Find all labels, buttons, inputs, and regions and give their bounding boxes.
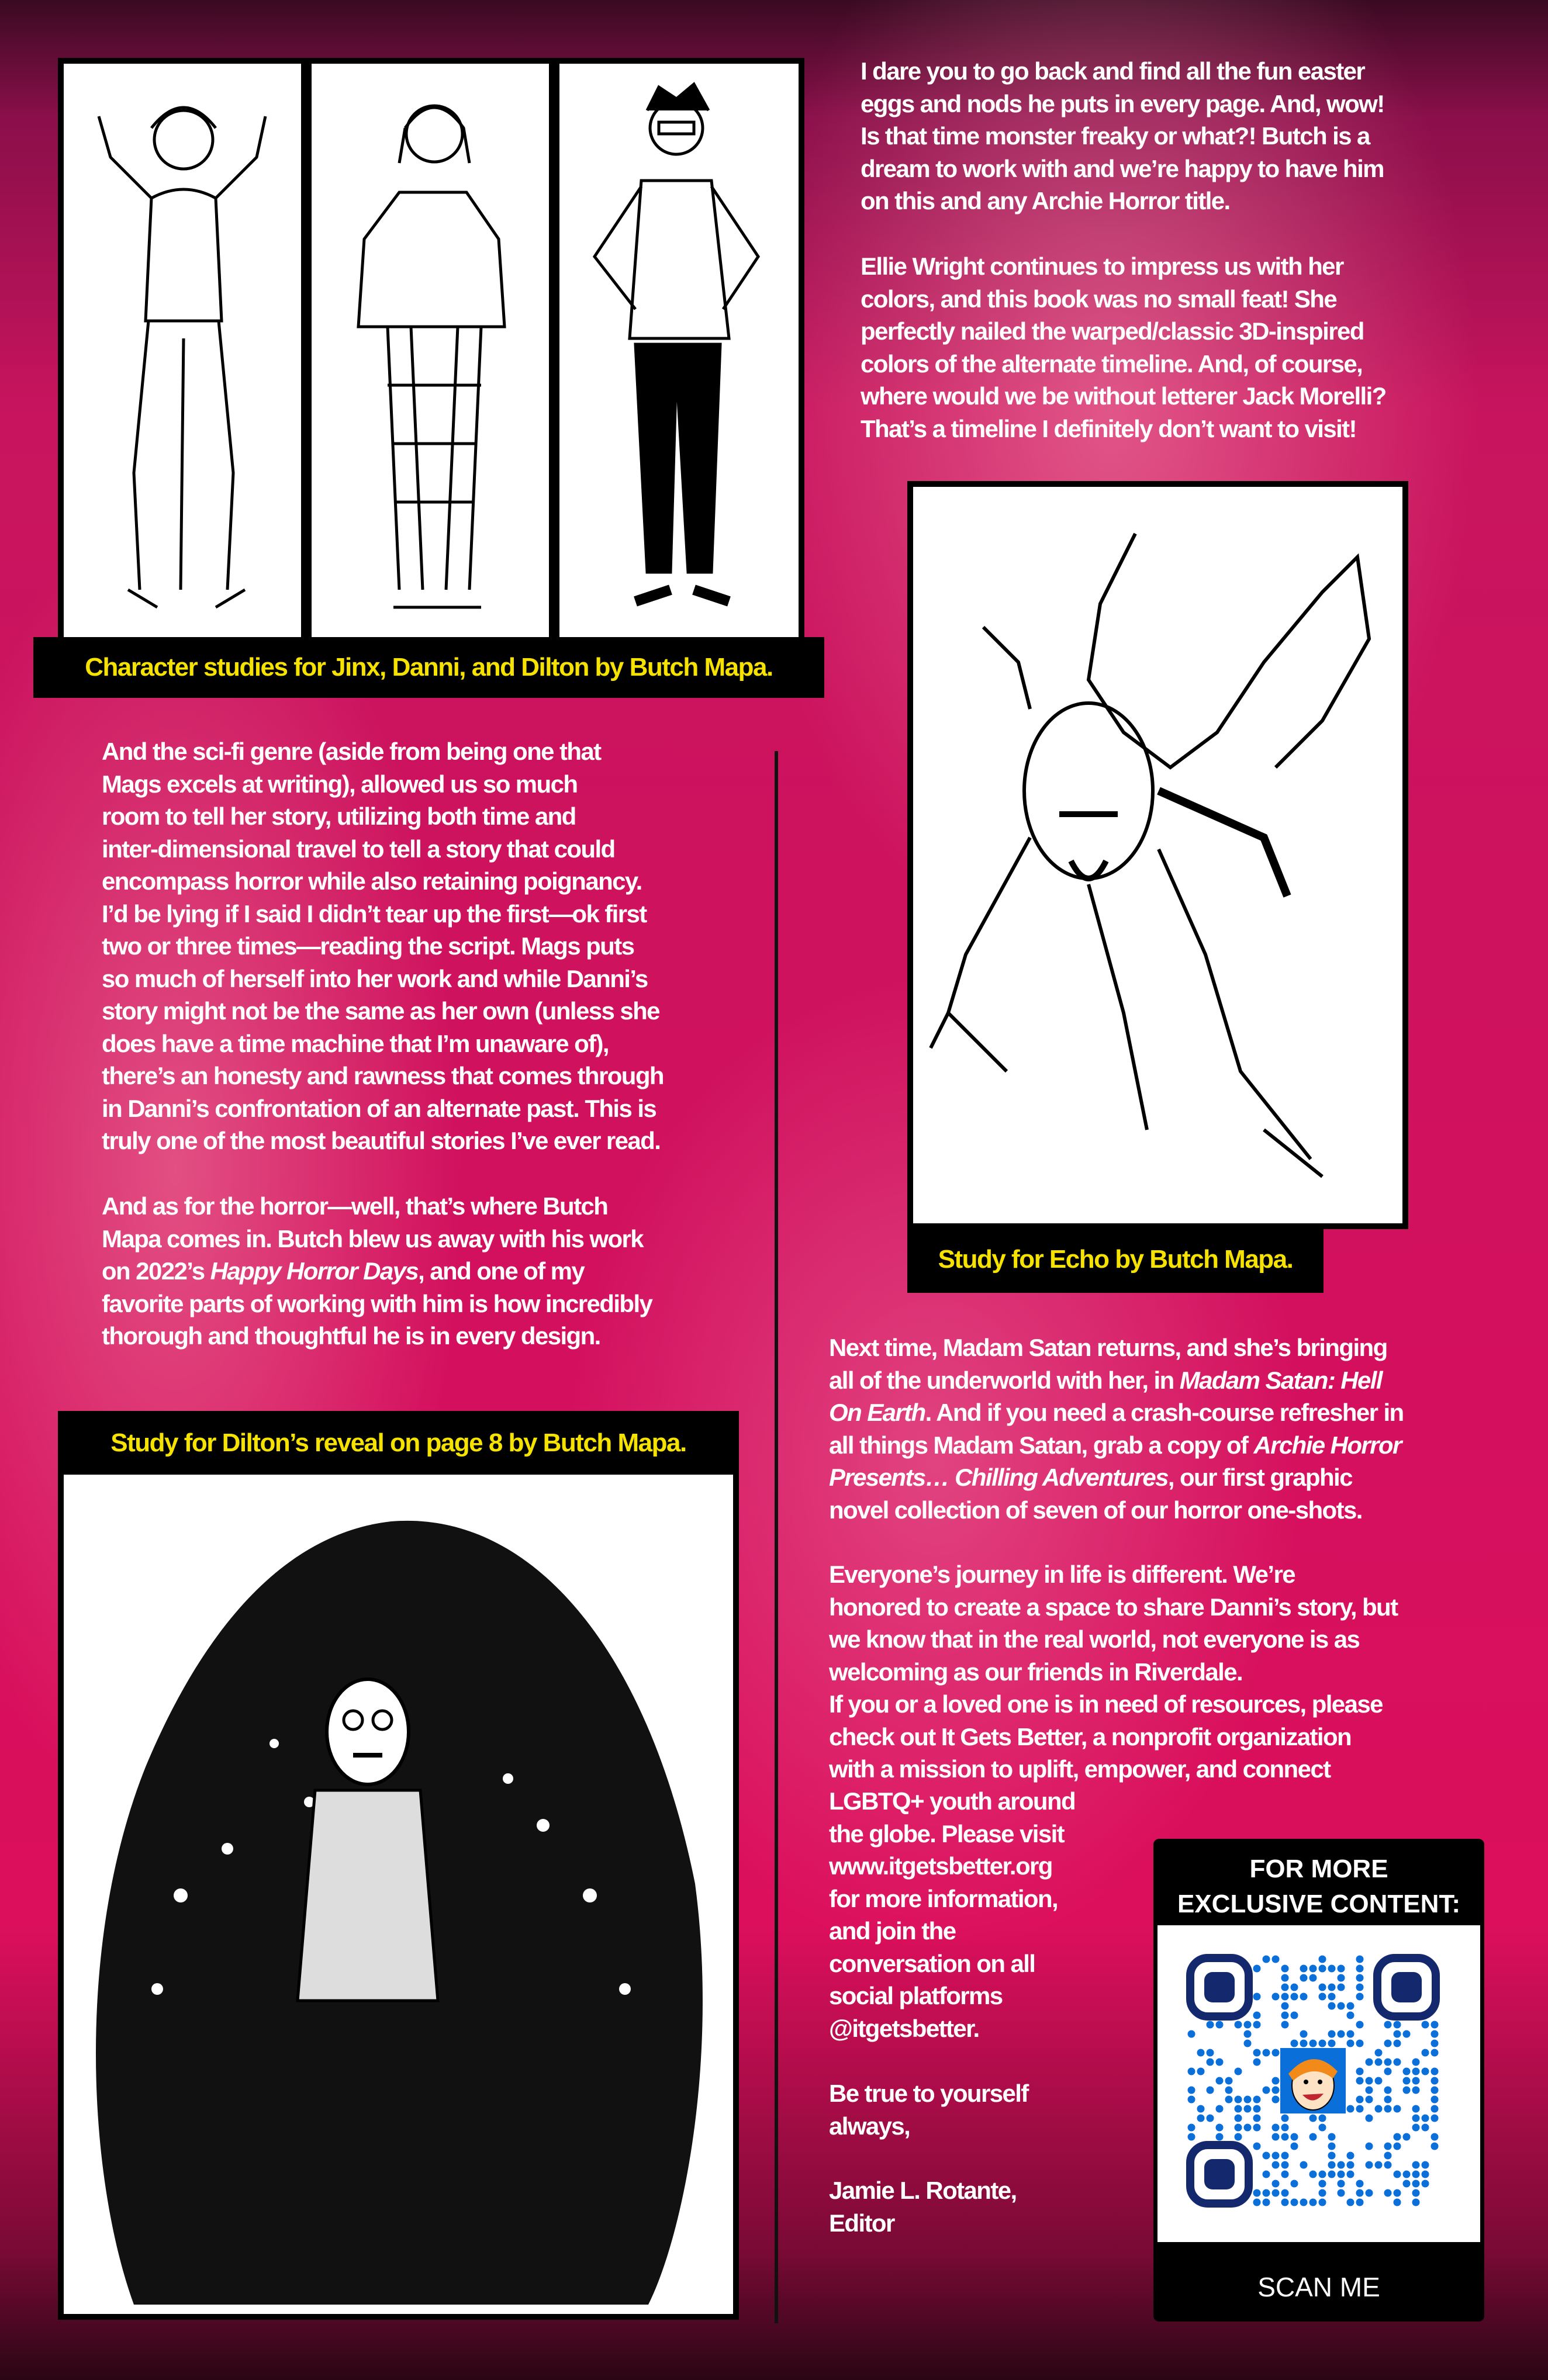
archie-face-icon [1280,2048,1346,2113]
qr-dot [1412,2199,1420,2206]
qr-dot [1394,2189,1401,2197]
qr-dot [1225,2087,1233,2094]
qr-dot [1319,2189,1326,2197]
closing-line: Be true to yourself always, [829,2080,1028,2140]
qr-dot [1235,2124,1242,2132]
qr-dot [1384,2105,1392,2113]
qr-dot [1272,2180,1280,2188]
qr-dot [1384,2021,1392,2029]
qr-dot [1319,2040,1326,2047]
qr-dot [1384,2161,1392,2169]
qr-dot [1412,2180,1420,2188]
qr-dot [1291,2133,1298,2141]
dilton-sketch [559,64,799,639]
qr-dot [1328,1965,1336,1973]
qr-dot [1244,2105,1252,2113]
qr-dot [1375,2059,1383,2066]
qr-dot [1197,2068,1205,2075]
qr-dot [1319,2171,1326,2178]
book-title-madam-satan: Madam Satan: Hell On Earth [829,1366,1382,1426]
qr-dot [1384,2152,1392,2160]
qr-dot [1338,2180,1345,2188]
qr-dot [1281,2012,1289,2019]
qr-dot [1281,2115,1289,2122]
qr-dot [1403,2133,1411,2141]
qr-dot [1431,2030,1439,2038]
qr-dot [1328,2030,1336,2038]
qr-dot [1244,2096,1252,2104]
qr-dot [1272,2124,1280,2132]
qr-dot [1253,2143,1261,2150]
qr-dot [1300,1993,1308,2001]
qr-dot [1272,2161,1280,2169]
qr-dot [1394,2030,1401,2038]
qr-dot [1291,1984,1298,1991]
qr-dot [1384,2189,1392,2197]
qr-dot [1207,2021,1214,2029]
qr-dot [1272,2077,1280,2085]
qr-dot [1422,2124,1429,2132]
scan-me-label: SCAN ME [1257,2272,1380,2302]
book-title-archie-horror-presents: Archie Horror Presents… Chilling Adventures [829,1431,1401,1491]
qr-dot [1328,1993,1336,2001]
qr-dot [1309,2115,1317,2122]
qr-dot [1384,2068,1392,2075]
qr-dot [1347,2152,1354,2160]
qr-dot [1197,2049,1205,2057]
qr-dot [1216,2021,1224,2029]
qr-dot [1422,2161,1429,2169]
qr-dot [1309,2199,1317,2206]
qr-dot [1188,2030,1195,2038]
qr-dot [1319,1956,1326,1963]
qr-dot [1207,2059,1214,2066]
qr-dot [1356,2189,1364,2197]
qr-dot [1235,2096,1242,2104]
qr-dot [1403,2030,1411,2038]
qr-dot [1253,2199,1261,2206]
qr-dot [1291,2040,1298,2047]
qr-dot [1216,2105,1224,2113]
qr-dot [1431,2133,1439,2141]
qr-dot [1366,2096,1373,2104]
qr-dot [1394,2133,1401,2141]
qr-dot [1356,2105,1364,2113]
qr-dot [1263,2171,1270,2178]
qr-dot [1375,2077,1383,2085]
qr-dot [1366,2077,1373,2085]
qr-dot [1394,2171,1401,2178]
qr-dot [1328,2161,1336,2169]
qr-dot [1300,2161,1308,2169]
qr-dot [1338,2189,1345,2197]
paragraph-ellie-wright: Ellie Wright continues to impress us with her colors, and this book was no small feat! She perfectly nailed the warped/classic 3D-inspired colors of the alternate timeline. And, of course, where would we be without letterer Jack Morelli? That’s a timeline I definitely don’t want to visit! [861,252,1386,442]
qr-dot [1235,2068,1242,2075]
dilton-reveal-panel [58,1475,739,2320]
qr-dot [1431,2096,1439,2104]
qr-dot [1281,2124,1289,2132]
paragraph-everyones-journey: Everyone’s journey in life is different. We’re honored to create a space to share Danni’s story, but we know that in the real world, not everyone is as welcoming as our friends in Riverdale. If you or a loved one is in need of resources, please check out It Gets Better, a nonprofit organization with a mission to uplift, empower, and connect [829,1561,1398,1783]
qr-dot [1375,2049,1383,2057]
qr-dot [1291,2012,1298,2019]
qr-dot [1281,2152,1289,2160]
echo-sketch [913,487,1402,1223]
qr-dot [1422,2068,1429,2075]
qr-dot [1412,2189,1420,2197]
qr-dot [1253,2115,1261,2122]
qr-dot [1253,2096,1261,2104]
qr-dot [1319,1984,1326,1991]
qr-dot [1272,1956,1280,1963]
qr-dot [1272,2152,1280,2160]
qr-dot [1422,2180,1429,2188]
qr-dot [1253,2012,1261,2019]
qr-dot [1328,2002,1336,2010]
qr-dot [1366,2161,1373,2169]
qr-dot [1319,1993,1326,2001]
character-studies-panel [58,58,804,639]
qr-dot [1394,2199,1401,2206]
qr-dot [1412,2077,1420,2085]
qr-code-box [1153,1839,1484,2322]
qr-dot [1338,2161,1345,2169]
qr-dot [1188,2096,1195,2104]
qr-dot [1244,2040,1252,2047]
qr-dot [1338,1974,1345,1982]
qr-dot [1272,2087,1280,2094]
qr-eye-icon [1190,2145,1249,2203]
qr-dot [1272,1993,1280,2001]
qr-dot [1197,2115,1205,2122]
qr-dot [1366,2087,1373,2094]
qr-dot [1356,2199,1364,2206]
qr-dot [1356,1974,1364,1982]
echo-study-panel [907,481,1408,1229]
qr-dot [1281,2171,1289,2178]
qr-dot [1319,2180,1326,2188]
qr-dot [1328,2152,1336,2160]
qr-dot [1197,2105,1205,2113]
qr-dot [1431,2021,1439,2029]
qr-dot [1394,2059,1401,2066]
qr-dot [1216,2124,1224,2132]
qr-dot [1356,2040,1364,2047]
qr-dot [1356,1965,1364,1973]
qr-dot [1431,2040,1439,2047]
qr-dot [1272,2133,1280,2141]
qr-dot [1431,2049,1439,2057]
qr-dot [1412,2171,1420,2178]
qr-dot [1394,2021,1401,2029]
jinx-sketch [64,64,301,639]
qr-dot [1356,2068,1364,2075]
qr-dot [1291,1993,1298,2001]
qr-dot [1403,2068,1411,2075]
qr-dot [1338,2171,1345,2178]
qr-dot [1412,2059,1420,2066]
book-title-happy-horror-days: Happy Horror Days [210,1257,419,1285]
paragraph-next-time [829,1331,1404,1526]
qr-heading: FOR MORE EXCLUSIVE CONTENT: [1177,1855,1461,1918]
qr-dot [1384,2059,1392,2066]
qr-dot [1403,2077,1411,2085]
qr-dot [1338,1984,1345,1991]
qr-dot [1263,1956,1270,1963]
qr-dot [1207,2049,1214,2057]
qr-dot [1281,2161,1289,2169]
qr-dot [1431,2068,1439,2075]
qr-dot [1216,2133,1224,2141]
qr-dot [1188,2133,1195,2141]
qr-dot [1235,2115,1242,2122]
qr-dot [1347,2040,1354,2047]
qr-dot [1338,1965,1345,1973]
qr-dot [1225,2077,1233,2085]
qr-dot [1253,1965,1261,1973]
qr-dot [1207,2087,1214,2094]
qr-dot [1338,2030,1345,2038]
qr-dot [1328,1984,1336,1991]
qr-dot [1394,2143,1401,2150]
qr-dot [1431,2105,1439,2113]
qr-dot [1263,2049,1270,2057]
character-studies-caption: Character studies for Jinx, Danni, and Dilton by Butch Mapa. [33,637,824,698]
qr-dot [1281,1974,1289,1982]
qr-eye-icon [1377,1958,1436,2016]
qr-dot [1328,2171,1336,2178]
qr-dot [1272,2096,1280,2104]
qr-dot [1356,2180,1364,2188]
column-divider [775,751,778,2323]
qr-dot [1347,2030,1354,2038]
qr-dot [1263,2189,1270,2197]
qr-dot [1244,2021,1252,2029]
dilton-reveal-sketch [64,1475,733,2314]
qr-dot [1384,2143,1392,2150]
qr-dot [1309,1974,1317,1982]
qr-dot [1281,1984,1289,1991]
qr-dot [1235,2105,1242,2113]
qr-dot [1412,2087,1420,2094]
qr-dot [1291,2180,1298,2188]
qr-dot [1384,2096,1392,2104]
qr-dot [1394,2105,1401,2113]
text-segment: , our first graphic novel collection of seven of our horror one-shots. [829,1464,1362,1524]
qr-dot [1319,2115,1326,2122]
qr-dot [1347,2171,1354,2178]
qr-dot [1281,1965,1289,1973]
qr-dot [1309,2171,1317,2178]
qr-eye-icon [1190,1958,1249,2016]
qr-dot [1347,2105,1354,2113]
signature: Jamie L. Rotante, Editor [829,2177,1017,2237]
qr-dot [1253,2059,1261,2066]
qr-dot [1412,2161,1420,2169]
qr-dot [1412,2115,1420,2122]
qr-dot [1281,2133,1289,2141]
qr-dot [1253,2124,1261,2132]
qr-dot [1319,2199,1326,2206]
qr-dot [1225,2096,1233,2104]
qr-code[interactable] [1157,1925,1480,2242]
qr-dot [1309,1965,1317,1973]
qr-dot [1347,2002,1354,2010]
qr-dot [1253,2049,1261,2057]
qr-dot [1347,2161,1354,2169]
qr-dot [1281,2002,1289,2010]
qr-dot [1412,2105,1420,2113]
qr-dot [1403,2171,1411,2178]
qr-dot [1366,2189,1373,2197]
qr-dot [1300,2030,1308,2038]
qr-dot [1366,2115,1373,2122]
qr-dot [1403,2180,1411,2188]
dilton-reveal-caption: Study for Dilton’s reveal on page 8 by Butch Mapa. [58,1411,739,1475]
qr-dot [1253,1993,1261,2001]
qr-dot [1356,1956,1364,1963]
qr-dot [1291,2199,1298,2206]
qr-dot [1216,2077,1224,2085]
qr-dot [1356,2021,1364,2029]
qr-dot [1431,2087,1439,2094]
qr-dot [1431,2143,1439,2150]
qr-dot [1188,2124,1195,2132]
qr-dot [1300,1965,1308,1973]
qr-dot [1422,2021,1429,2029]
qr-dot [1300,1974,1308,1982]
qr-dot [1356,1993,1364,2001]
qr-dot [1281,2199,1289,2206]
qr-dot [1356,2077,1364,2085]
paragraph-horror-butch [102,1190,652,1352]
qr-dot [1300,2199,1308,2206]
qr-dot [1281,2189,1289,2197]
text-segment: . And if you need a crash-course refresher in all things Madam Satan, grab a copy of [829,1399,1404,1459]
qr-dot [1422,2115,1429,2122]
qr-dot [1403,2087,1411,2094]
text-segment: And as for the horror—well, that’s where Butch Mapa comes in. Butch blew us away with his work on 2022’s [102,1192,644,1285]
qr-dot [1188,2068,1195,2075]
qr-dot [1253,2021,1261,2029]
qr-dot [1356,2096,1364,2104]
paragraph-sci-fi-genre: And the sci-fi genre (aside from being one that Mags excels at writing), allowed us so much room to tell her story, utilizing both time and inter-dimensional travel to tell a story that could encompass horror while also retaining poignancy. I’d be lying if I said I didn’t tear up the first—ok first two or three times—reading the script. Mags puts so much of herself into her work and while Danni’s story might not be the same as her own (unless she does have a time machine that I’m unaware of), there’s an honesty and rawness that comes through in Danni’s confrontation of an alternate past. This is truly one of the most beautiful stories I’ve ever read. [102,738,664,1154]
qr-dot [1272,2189,1280,2197]
qr-dot [1272,2049,1280,2057]
qr-dot [1347,2012,1354,2019]
qr-dot [1422,2171,1429,2178]
qr-dot [1328,2143,1336,2150]
qr-dot [1263,2199,1270,2206]
text-segment: , and one of my favorite parts of working with him is how incredibly thorough and thoughtful he is in every design. [102,1257,652,1350]
qr-dot [1347,2199,1354,2206]
qr-dot [1412,2124,1420,2132]
qr-dot [1207,2115,1214,2122]
qr-dot [1319,2124,1326,2132]
qr-dot [1188,2087,1195,2094]
qr-dot [1366,2143,1373,2150]
qr-dot [1375,2105,1383,2113]
qr-dot [1291,2143,1298,2150]
qr-dot [1375,2161,1383,2169]
qr-dot [1300,2040,1308,2047]
qr-dot [1253,2105,1261,2113]
qr-dot [1263,2152,1270,2160]
qr-dot [1244,2030,1252,2038]
echo-study-caption: Study for Echo by Butch Mapa. [907,1226,1324,1293]
qr-dot [1384,2040,1392,2047]
qr-dot [1309,2040,1317,2047]
qr-dot [1263,2087,1270,2094]
qr-dot [1309,2133,1317,2141]
qr-dot [1216,2059,1224,2066]
paragraph-easter-eggs: I dare you to go back and find all the fun easter eggs and nods he puts in every page. And, wow! Is that time monster freaky or what?! Butch is a dream to work with and we’re happy to have him on this and any Archie Horror title. [861,57,1384,215]
qr-dot [1328,2040,1336,2047]
qr-dot [1394,2040,1401,2047]
qr-dot [1366,2059,1373,2066]
qr-dot [1356,1984,1364,1991]
qr-dot [1281,1993,1289,2001]
paragraph-lgbtq-youth: LGBTQ+ youth around the globe. Please visit www.itgetsbetter.org for more information, and join the conversation on all social platforms @itgetsbetter. [829,1787,1076,2042]
qr-dot [1431,2077,1439,2085]
qr-dot [1235,2021,1242,2029]
qr-dot [1422,2049,1429,2057]
qr-dot [1244,2124,1252,2132]
qr-dot [1338,2002,1345,2010]
danni-sketch [312,64,549,639]
qr-dot [1319,1965,1326,1973]
qr-dot [1431,2115,1439,2122]
qr-dot [1412,2068,1420,2075]
qr-dot [1328,2133,1336,2141]
text-segment: Next time, Madam Satan returns, and she’s bringing all of the underworld with her, in [829,1334,1387,1394]
qr-dot [1253,2189,1261,2197]
qr-dot [1281,2021,1289,2029]
qr-dot [1384,2087,1392,2094]
qr-dot [1235,2133,1242,2141]
